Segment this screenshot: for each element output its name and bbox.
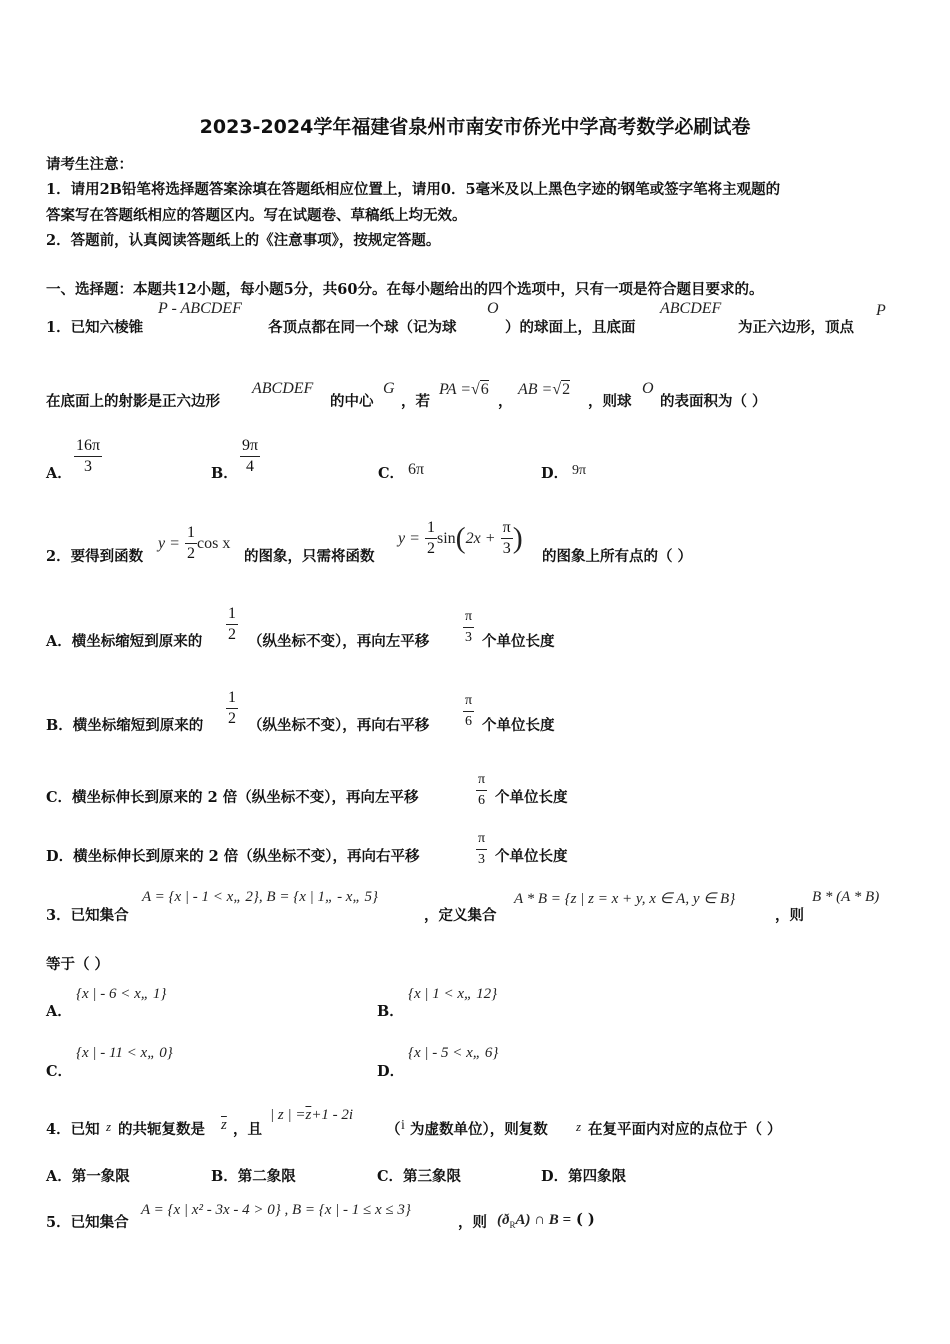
q2-option-b-text: B．横坐标缩短到原来的 xyxy=(46,717,204,734)
q2-a-shift-num: π xyxy=(463,607,474,628)
q1-option-b-fraction xyxy=(240,436,260,477)
q1-pa-radicand: 6 xyxy=(480,381,489,398)
q2-option-b-shift xyxy=(463,691,474,732)
q1-text-5: 在底面上的射影是正六边形 xyxy=(46,393,220,410)
q1-a-numerator: 16π xyxy=(74,436,102,457)
q2-a-shift-den: 3 xyxy=(465,630,473,645)
q4-text-6: 在复平面内对应的点位于（ ） xyxy=(588,1121,782,1138)
q3-option-a-label: A． xyxy=(46,1003,72,1020)
q5-math-1: A = {x | x² - 3x - 4 > 0} , B = {x | - 1 ≤ x ≤ 3} xyxy=(141,1202,411,1218)
q3-option-b-value: {x | 1 < x„ 12} xyxy=(408,986,498,1002)
q3-text-1: 3．已知集合 xyxy=(46,907,129,924)
q1-math-1: P - ABCDEF xyxy=(158,300,242,317)
q2-b-shift-num: π xyxy=(463,691,474,712)
q2-f2-sin: sin xyxy=(437,530,456,547)
q4-text-4: （ xyxy=(386,1121,401,1138)
q3-text-3: ，则 xyxy=(775,907,804,924)
q2-f2-phase-num: π xyxy=(501,518,513,539)
q2-option-b-scale xyxy=(226,688,238,729)
q2-option-c-tail: 个单位长度 xyxy=(495,789,568,806)
q1-math-2: O xyxy=(487,300,499,317)
q3-option-c-label: C． xyxy=(46,1063,73,1080)
q2-f2-inner: 2x + xyxy=(465,530,496,547)
q1-math-6: G xyxy=(383,380,395,397)
q1-b-numerator: 9π xyxy=(240,436,260,457)
q4-option-c: C．第三象限 xyxy=(377,1168,462,1185)
q2-b-scale-den: 2 xyxy=(228,710,236,727)
q3-option-d-value: {x | - 5 < x„ 6} xyxy=(408,1045,499,1061)
q4-equation xyxy=(270,1104,353,1124)
q1-option-c-value: 6π xyxy=(408,461,425,478)
q2-c-shift-den: 6 xyxy=(478,793,486,808)
notice-line-1: 1．请用2B铅笔将选择题答案涂填在答题纸相应位置上，请用0．5毫米及以上黑色字迹的钢笔或签字笔将主观题的 xyxy=(46,181,781,198)
q1-option-c-label: C． xyxy=(378,465,405,482)
q4-math-zbar: $\overline{z}$ xyxy=(221,1117,227,1133)
q5-text-3: ( ) xyxy=(576,1211,595,1228)
q2-b-shift-den: 6 xyxy=(465,714,473,729)
q1-b-denominator: 4 xyxy=(246,458,255,475)
q1-a-denominator: 3 xyxy=(84,458,93,475)
q2-option-d-text: D．横坐标伸长到原来的 2 倍（纵坐标不变），再向右平移 xyxy=(46,848,420,865)
q1-text-3: ）的球面上，且底面 xyxy=(505,319,636,336)
q2-b-scale-num: 1 xyxy=(226,688,238,709)
q4-math-z2: z xyxy=(576,1119,582,1134)
q1-text-10: 的表面积为（ ） xyxy=(660,393,767,410)
q1-option-d-label: D． xyxy=(541,465,569,482)
q2-f1-num: 1 xyxy=(185,523,197,544)
q1-text-6: 的中心 xyxy=(330,393,374,410)
q2-f2-phase-fraction xyxy=(501,518,513,559)
notice-heading: 请考生注意： xyxy=(46,156,133,173)
q1-ab-lhs: AB = xyxy=(518,381,553,398)
q1-text-9: ，则球 xyxy=(588,393,632,410)
q2-f2-lhs: y = xyxy=(398,530,420,547)
notice-line-2: 答案写在答题纸相应的答题区内。写在试题卷、草稿纸上均无效。 xyxy=(46,207,467,224)
q2-option-a-tail: 个单位长度 xyxy=(482,633,555,650)
q1-ab-radicand: 2 xyxy=(562,381,571,398)
q2-option-d-shift xyxy=(476,829,487,870)
section-1-heading: 一、选择题：本题共12小题，每小题5分，共60分。在每小题给出的四个选项中，只有一项是符合题目要求的。 xyxy=(46,281,764,298)
q3-text-4: 等于（ ） xyxy=(46,956,110,973)
q2-f2-num: 1 xyxy=(425,518,437,539)
q4-text-1: 4．已知 xyxy=(46,1121,100,1138)
q5-comp-rest: A) ∩ B = xyxy=(515,1212,572,1228)
q2-f1-lhs: y = xyxy=(158,535,180,552)
q4-option-a: A．第一象限 xyxy=(46,1168,130,1185)
q4-text-2: 的共轭复数是 xyxy=(118,1121,205,1138)
q2-text-3: 的图象上所有点的（ ） xyxy=(542,548,693,565)
q4-text-5: 为虚数单位），则复数 xyxy=(410,1121,548,1138)
q1-option-a-fraction xyxy=(74,436,102,477)
q5-comp-open: (ð xyxy=(497,1212,510,1228)
q4-option-d: D．第四象限 xyxy=(541,1168,627,1185)
q2-option-a-middle: （纵坐标不变），再向左平移 xyxy=(248,633,430,650)
q1-math-9: O xyxy=(642,380,654,397)
q2-option-c-shift xyxy=(476,770,487,811)
q4-eq-lhs: | z | = xyxy=(270,1107,306,1123)
q4-math-i: i xyxy=(401,1118,405,1133)
q3-text-2: ，定义集合 xyxy=(424,907,497,924)
q3-option-b-label: B． xyxy=(377,1003,404,1020)
q4-eq-zbar: $\overline{z}$ xyxy=(305,1107,312,1123)
q3-math-3: B * (A * B) xyxy=(812,889,880,905)
q4-math-z1: z xyxy=(106,1119,112,1134)
q1-option-a-label: A． xyxy=(46,465,72,482)
q2-f2-phase-den: 3 xyxy=(502,540,511,557)
q2-option-c-text: C．横坐标伸长到原来的 2 倍（纵坐标不变），再向左平移 xyxy=(46,789,419,806)
q2-option-b-middle: （纵坐标不变），再向右平移 xyxy=(248,717,430,734)
q3-math-1: A = {x | - 1 < x„ 2}, B = {x | 1„ - x„ 5} xyxy=(142,889,379,905)
q2-f1-den: 2 xyxy=(187,545,195,562)
q1-math-ab: AB =√2 xyxy=(518,381,571,398)
q2-d-shift-den: 3 xyxy=(478,852,486,867)
q4-text-3: ，且 xyxy=(233,1121,262,1138)
q1-math-5: ABCDEF xyxy=(252,380,314,397)
q3-math-2: A * B = {z | z = x + y, x ∈ A, y ∈ B} xyxy=(514,891,736,907)
q2-f2-fraction xyxy=(425,518,437,559)
q4-option-b: B．第二象限 xyxy=(211,1168,296,1185)
q5-comp-sub: R xyxy=(509,1220,516,1231)
q2-option-a-shift xyxy=(463,607,474,648)
q1-math-pa: PA =√6 xyxy=(439,381,489,398)
q2-option-a-text: A．横坐标缩短到原来的 xyxy=(46,633,203,650)
q2-a-scale-den: 2 xyxy=(228,626,236,643)
q2-option-b-tail: 个单位长度 xyxy=(482,717,555,734)
q2-d-shift-num: π xyxy=(476,829,487,850)
q2-option-d-tail: 个单位长度 xyxy=(495,848,568,865)
q3-option-d-label: D． xyxy=(377,1063,405,1080)
q5-text-2: ，则 xyxy=(458,1214,487,1231)
q1-math-3: ABCDEF xyxy=(660,300,722,317)
q4-eq-rest: +1 - 2i xyxy=(311,1107,354,1123)
notice-line-3: 2．答题前，认真阅读答题纸上的《注意事项》，按规定答题。 xyxy=(46,232,441,249)
q3-option-a-value: {x | - 6 < x„ 1} xyxy=(76,986,167,1002)
q1-option-d-value: 9π xyxy=(572,463,587,478)
q2-c-shift-num: π xyxy=(476,770,487,791)
q1-option-b-label: B． xyxy=(211,465,238,482)
q2-function-2: y = $\frac{1}{2}$ sin(2x + $\frac{\pi}{3}$ ) xyxy=(398,519,523,557)
q1-text-1: 1．已知六棱锥 xyxy=(46,319,144,336)
q1-text-4: 为正六边形，顶点 xyxy=(738,319,854,336)
q1-text-2: 各顶点都在同一个球（记为球 xyxy=(268,319,457,336)
page-title: 2023-2024学年福建省泉州市南安市侨光中学高考数学必刷试卷 xyxy=(199,116,751,138)
q1-math-4: P xyxy=(876,302,886,319)
q1-text-8: ， xyxy=(498,393,513,410)
q2-option-a-scale xyxy=(226,604,238,645)
q2-function-1 xyxy=(158,523,230,564)
q2-a-scale-num: 1 xyxy=(226,604,238,625)
q2-f1-fraction xyxy=(185,523,197,564)
q5-complement-expression xyxy=(497,1209,571,1230)
q2-text-1: 2．要得到函数 xyxy=(46,548,144,565)
q3-option-c-value: {x | - 11 < x„ 0} xyxy=(76,1045,173,1061)
q1-text-7: ，若 xyxy=(401,393,430,410)
q2-f2-den: 2 xyxy=(427,540,435,557)
q1-pa-lhs: PA = xyxy=(439,381,471,398)
q2-f1-tail: cos x xyxy=(197,535,231,552)
q2-text-2: 的图象，只需将函数 xyxy=(244,548,375,565)
q5-text-1: 5．已知集合 xyxy=(46,1214,129,1231)
